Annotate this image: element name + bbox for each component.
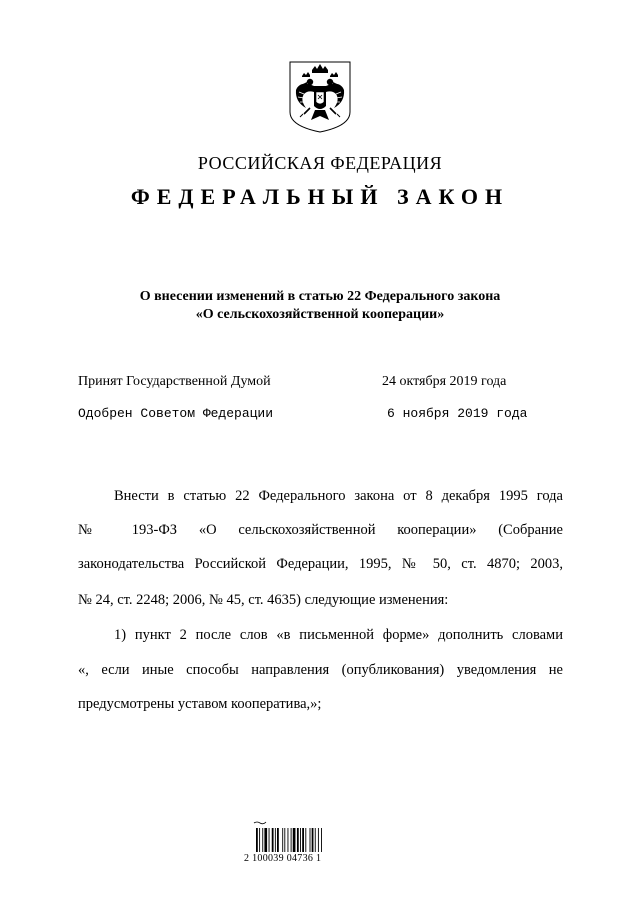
body-text-line: № 24, ст. 2248; 2006, № 45, ст. 4635) следующие изменения: xyxy=(78,592,449,608)
law-title-line-2: «О сельскохозяйственной кооперации» xyxy=(195,307,445,322)
body-text-line: «, если иные способы направления (опубликования) уведомления не xyxy=(78,662,563,678)
barcode-number: 2 100039 04736 1 xyxy=(244,853,322,864)
body-text-line: № 193-ФЗ «О сельскохозяйственной кооперации» (Собрание xyxy=(78,522,563,538)
council-approval-date: 6 ноября 2019 года xyxy=(387,406,528,421)
body-text-line: Внести в статью 22 Федерального закона от 8 декабря 1995 года xyxy=(114,488,563,504)
law-type-heading: ФЕДЕРАЛЬНЫЙ ЗАКОН xyxy=(130,184,510,209)
barcode-icon xyxy=(250,820,390,880)
body-text-line: 1) пункт 2 после слов «в письменной форме» дополнить словами xyxy=(114,627,563,643)
country-heading: РОССИЙСКАЯ ФЕДЕРАЦИЯ xyxy=(197,153,443,173)
body-text-line: предусмотрены уставом кооператива,»; xyxy=(78,696,322,712)
duma-adoption-label: Принят Государственной Думой xyxy=(78,374,271,389)
council-approval-label: Одобрен Советом Федерации xyxy=(78,406,274,421)
law-title-line-1: О внесении изменений в статью 22 Федерального закона xyxy=(139,289,501,304)
duma-adoption-date: 24 октября 2019 года xyxy=(382,374,507,389)
coat-of-arms-icon xyxy=(288,60,352,134)
body-text-line: законодательства Российской Федерации, 1995, № 50, ст. 4870; 2003, xyxy=(78,556,563,572)
